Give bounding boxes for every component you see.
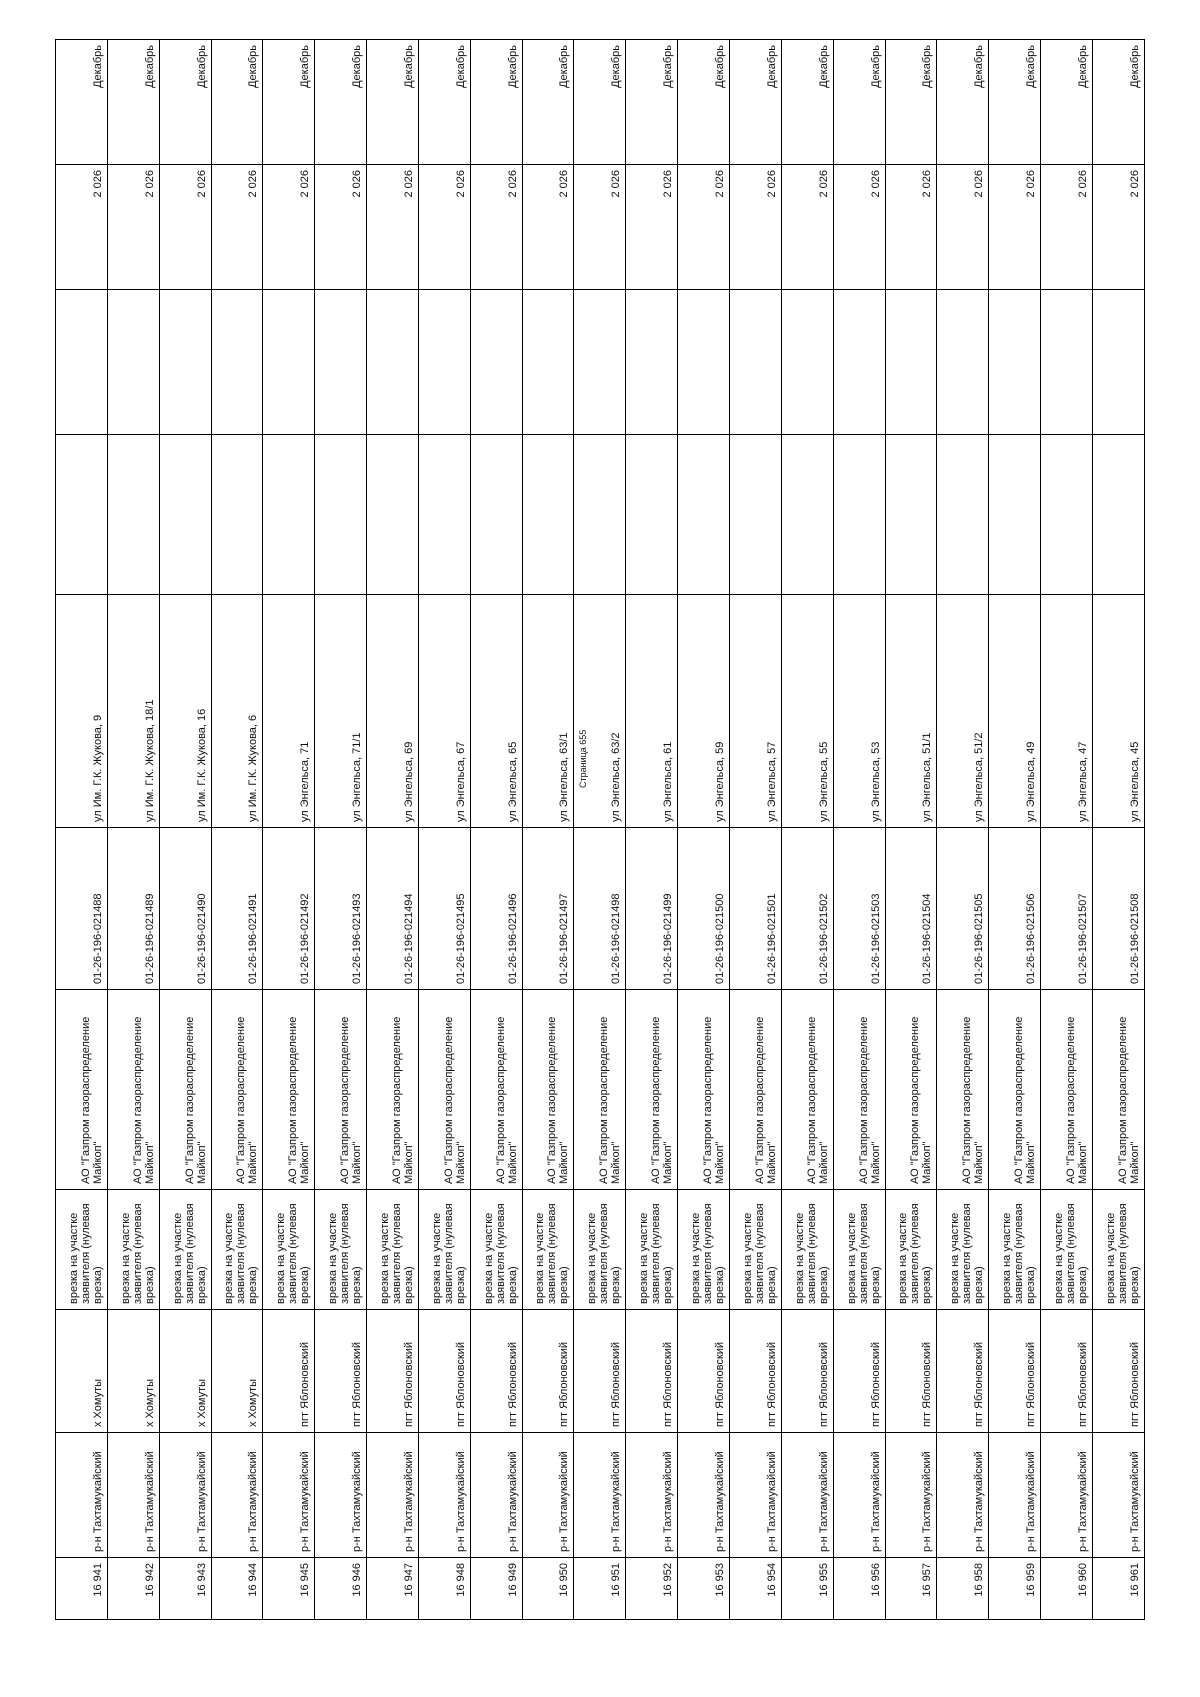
table-row: [781, 40, 833, 1620]
address-cell: ул Энгельса, 51/2: [937, 595, 989, 828]
work-type-cell: врезка на участке заявителя (нулевая врезка): [418, 1190, 470, 1310]
object-code-cell: 01-26-196-021493: [315, 828, 367, 990]
address-cell: ул Им. Г.К. Жукова, 18/1: [107, 595, 159, 828]
address-cell: ул Энгельса, 53: [833, 595, 885, 828]
work-type-cell: врезка на участке заявителя (нулевая врезка): [989, 1190, 1041, 1310]
row-number: 16 955: [781, 1558, 833, 1620]
locality-cell: пгт Яблоновский: [574, 1310, 626, 1433]
row-number: 16 947: [367, 1558, 419, 1620]
table-row: [937, 40, 989, 1620]
object-code-cell: 01-26-196-021490: [159, 828, 211, 990]
organization-cell: АО "Газпром газораспределение Майкоп": [678, 990, 730, 1190]
object-code-cell: 01-26-196-021501: [729, 828, 781, 990]
organization-cell: АО "Газпром газораспределение Майкоп": [1041, 990, 1093, 1190]
work-type-cell: врезка на участке заявителя (нулевая врезка): [1092, 1190, 1144, 1310]
district-cell: р-н Тахтамукайский: [781, 1433, 833, 1558]
register-table: [55, 39, 1145, 1620]
object-code-cell: 01-26-196-021488: [56, 828, 108, 990]
locality-cell: пгт Яблоновский: [833, 1310, 885, 1433]
table-row: [418, 40, 470, 1620]
table-row: [315, 40, 367, 1620]
address-cell: ул Энгельса, 71/1: [315, 595, 367, 828]
district-cell: р-н Тахтамукайский: [1041, 1433, 1093, 1558]
empty-cell: [781, 290, 833, 435]
row-number: 16 945: [263, 1558, 315, 1620]
empty-cell: [989, 435, 1041, 595]
row-number: 16 956: [833, 1558, 885, 1620]
locality-cell: пгт Яблоновский: [678, 1310, 730, 1433]
empty-cell: [885, 435, 937, 595]
locality-cell: пгт Яблоновский: [989, 1310, 1041, 1433]
address-cell: ул Энгельса, 47: [1041, 595, 1093, 828]
work-type-cell: врезка на участке заявителя (нулевая врезка): [263, 1190, 315, 1310]
empty-cell: [418, 435, 470, 595]
row-number: 16 960: [1041, 1558, 1093, 1620]
object-code-cell: 01-26-196-021496: [470, 828, 522, 990]
object-code-cell: 01-26-196-021508: [1092, 828, 1144, 990]
year-cell: 2 026: [574, 165, 626, 290]
empty-cell: [367, 435, 419, 595]
object-code-cell: 01-26-196-021491: [211, 828, 263, 990]
locality-cell: х Хомуты: [107, 1310, 159, 1433]
year-cell: 2 026: [885, 165, 937, 290]
district-cell: р-н Тахтамукайский: [937, 1433, 989, 1558]
year-cell: 2 026: [159, 165, 211, 290]
object-code-cell: 01-26-196-021498: [574, 828, 626, 990]
work-type-cell: врезка на участке заявителя (нулевая врезка): [470, 1190, 522, 1310]
district-cell: р-н Тахтамукайский: [626, 1433, 678, 1558]
district-cell: р-н Тахтамукайский: [729, 1433, 781, 1558]
organization-cell: АО "Газпром газораспределение Майкоп": [315, 990, 367, 1190]
district-cell: р-н Тахтамукайский: [470, 1433, 522, 1558]
locality-cell: пгт Яблоновский: [470, 1310, 522, 1433]
district-cell: р-н Тахтамукайский: [263, 1433, 315, 1558]
empty-cell: [263, 290, 315, 435]
empty-cell: [470, 435, 522, 595]
address-cell: ул Энгельса, 69: [367, 595, 419, 828]
empty-cell: [522, 435, 574, 595]
work-type-cell: врезка на участке заявителя (нулевая врезка): [781, 1190, 833, 1310]
year-cell: 2 026: [1041, 165, 1093, 290]
empty-cell: [56, 290, 108, 435]
year-cell: 2 026: [211, 165, 263, 290]
organization-cell: АО "Газпром газораспределение Майкоп": [263, 990, 315, 1190]
district-cell: р-н Тахтамукайский: [989, 1433, 1041, 1558]
address-cell: ул Энгельса, 49: [989, 595, 1041, 828]
locality-cell: пгт Яблоновский: [781, 1310, 833, 1433]
district-cell: р-н Тахтамукайский: [367, 1433, 419, 1558]
district-cell: р-н Тахтамукайский: [159, 1433, 211, 1558]
table-row: [1092, 40, 1144, 1620]
locality-cell: пгт Яблоновский: [626, 1310, 678, 1433]
work-type-cell: врезка на участке заявителя (нулевая врезка): [211, 1190, 263, 1310]
empty-cell: [159, 435, 211, 595]
table-row: [159, 40, 211, 1620]
address-cell: ул Энгельса, 57: [729, 595, 781, 828]
month-cell: Декабрь: [989, 40, 1041, 165]
year-cell: 2 026: [56, 165, 108, 290]
table-row: [729, 40, 781, 1620]
row-number: 16 951: [574, 1558, 626, 1620]
empty-cell: [989, 290, 1041, 435]
empty-cell: [729, 290, 781, 435]
month-cell: Декабрь: [367, 40, 419, 165]
year-cell: 2 026: [678, 165, 730, 290]
row-number: 16 959: [989, 1558, 1041, 1620]
month-cell: Декабрь: [781, 40, 833, 165]
work-type-cell: врезка на участке заявителя (нулевая врезка): [1041, 1190, 1093, 1310]
address-cell: ул Энгельса, 51/1: [885, 595, 937, 828]
year-cell: 2 026: [729, 165, 781, 290]
empty-cell: [107, 290, 159, 435]
empty-cell: [1092, 290, 1144, 435]
address-cell: ул Им. Г.К. Жукова, 6: [211, 595, 263, 828]
rotated-page: [55, 40, 1145, 1620]
locality-cell: х Хомуты: [56, 1310, 108, 1433]
address-cell: ул Энгельса, 71: [263, 595, 315, 828]
object-code-cell: 01-26-196-021502: [781, 828, 833, 990]
month-cell: Декабрь: [211, 40, 263, 165]
month-cell: Декабрь: [885, 40, 937, 165]
table-row: [470, 40, 522, 1620]
table-row: [989, 40, 1041, 1620]
month-cell: Декабрь: [263, 40, 315, 165]
empty-cell: [315, 290, 367, 435]
row-number: 16 941: [56, 1558, 108, 1620]
empty-cell: [1041, 290, 1093, 435]
district-cell: р-н Тахтамукайский: [56, 1433, 108, 1558]
table-row: [263, 40, 315, 1620]
work-type-cell: врезка на участке заявителя (нулевая врезка): [678, 1190, 730, 1310]
month-cell: Декабрь: [937, 40, 989, 165]
locality-cell: пгт Яблоновский: [937, 1310, 989, 1433]
empty-cell: [211, 290, 263, 435]
row-number: 16 958: [937, 1558, 989, 1620]
object-code-cell: 01-26-196-021489: [107, 828, 159, 990]
month-cell: Декабрь: [159, 40, 211, 165]
table-row: [678, 40, 730, 1620]
organization-cell: АО "Газпром газораспределение Майкоп": [56, 990, 108, 1190]
locality-cell: х Хомуты: [159, 1310, 211, 1433]
address-cell: ул Энгельса, 63/2: [574, 595, 626, 828]
organization-cell: АО "Газпром газораспределение Майкоп": [626, 990, 678, 1190]
address-cell: ул Энгельса, 59: [678, 595, 730, 828]
district-cell: р-н Тахтамукайский: [885, 1433, 937, 1558]
table-body: [56, 40, 1145, 1620]
month-cell: Декабрь: [678, 40, 730, 165]
locality-cell: пгт Яблоновский: [885, 1310, 937, 1433]
empty-cell: [729, 435, 781, 595]
month-cell: Декабрь: [418, 40, 470, 165]
organization-cell: АО "Газпром газораспределение Майкоп": [937, 990, 989, 1190]
district-cell: р-н Тахтамукайский: [574, 1433, 626, 1558]
address-cell: ул Энгельса, 67: [418, 595, 470, 828]
work-type-cell: врезка на участке заявителя (нулевая врезка): [937, 1190, 989, 1310]
row-number: 16 946: [315, 1558, 367, 1620]
empty-cell: [678, 435, 730, 595]
month-cell: Декабрь: [470, 40, 522, 165]
address-cell: ул Энгельса, 65: [470, 595, 522, 828]
year-cell: 2 026: [626, 165, 678, 290]
work-type-cell: врезка на участке заявителя (нулевая врезка): [626, 1190, 678, 1310]
district-cell: р-н Тахтамукайский: [211, 1433, 263, 1558]
table-row: [1041, 40, 1093, 1620]
row-number: 16 943: [159, 1558, 211, 1620]
month-cell: Декабрь: [574, 40, 626, 165]
organization-cell: АО "Газпром газораспределение Майкоп": [574, 990, 626, 1190]
table-row: [211, 40, 263, 1620]
year-cell: 2 026: [1092, 165, 1144, 290]
empty-cell: [885, 290, 937, 435]
row-number: 16 942: [107, 1558, 159, 1620]
year-cell: 2 026: [470, 165, 522, 290]
empty-cell: [470, 290, 522, 435]
organization-cell: АО "Газпром газораспределение Майкоп": [522, 990, 574, 1190]
object-code-cell: 01-26-196-021505: [937, 828, 989, 990]
empty-cell: [1041, 435, 1093, 595]
table-row: [833, 40, 885, 1620]
year-cell: 2 026: [989, 165, 1041, 290]
empty-cell: [781, 435, 833, 595]
object-code-cell: 01-26-196-021504: [885, 828, 937, 990]
district-cell: р-н Тахтамукайский: [522, 1433, 574, 1558]
row-number: 16 950: [522, 1558, 574, 1620]
empty-cell: [678, 290, 730, 435]
month-cell: Декабрь: [522, 40, 574, 165]
empty-cell: [1092, 435, 1144, 595]
table-row: [522, 40, 574, 1620]
row-number: 16 957: [885, 1558, 937, 1620]
row-number: 16 954: [729, 1558, 781, 1620]
year-cell: 2 026: [833, 165, 885, 290]
month-cell: Декабрь: [107, 40, 159, 165]
object-code-cell: 01-26-196-021495: [418, 828, 470, 990]
organization-cell: АО "Газпром газораспределение Майкоп": [989, 990, 1041, 1190]
row-number: 16 953: [678, 1558, 730, 1620]
organization-cell: АО "Газпром газораспределение Майкоп": [418, 990, 470, 1190]
work-type-cell: врезка на участке заявителя (нулевая врезка): [522, 1190, 574, 1310]
empty-cell: [574, 290, 626, 435]
work-type-cell: врезка на участке заявителя (нулевая врезка): [315, 1190, 367, 1310]
empty-cell: [107, 435, 159, 595]
locality-cell: пгт Яблоновский: [729, 1310, 781, 1433]
address-cell: ул Им. Г.К. Жукова, 16: [159, 595, 211, 828]
locality-cell: пгт Яблоновский: [522, 1310, 574, 1433]
locality-cell: пгт Яблоновский: [367, 1310, 419, 1433]
month-cell: Декабрь: [626, 40, 678, 165]
table-row: [56, 40, 108, 1620]
locality-cell: пгт Яблоновский: [1092, 1310, 1144, 1433]
year-cell: 2 026: [263, 165, 315, 290]
organization-cell: АО "Газпром газораспределение Майкоп": [107, 990, 159, 1190]
address-cell: ул Им. Г.К. Жукова, 9: [56, 595, 108, 828]
address-cell: ул Энгельса, 55: [781, 595, 833, 828]
year-cell: 2 026: [418, 165, 470, 290]
organization-cell: АО "Газпром газораспределение Майкоп": [211, 990, 263, 1190]
empty-cell: [937, 290, 989, 435]
empty-cell: [937, 435, 989, 595]
district-cell: р-н Тахтамукайский: [418, 1433, 470, 1558]
locality-cell: пгт Яблоновский: [315, 1310, 367, 1433]
work-type-cell: врезка на участке заявителя (нулевая врезка): [56, 1190, 108, 1310]
object-code-cell: 01-26-196-021494: [367, 828, 419, 990]
district-cell: р-н Тахтамукайский: [315, 1433, 367, 1558]
empty-cell: [522, 290, 574, 435]
year-cell: 2 026: [522, 165, 574, 290]
empty-cell: [159, 290, 211, 435]
organization-cell: АО "Газпром газораспределение Майкоп": [159, 990, 211, 1190]
address-cell: ул Энгельса, 63/1: [522, 595, 574, 828]
page-number: Страница 655: [578, 729, 588, 788]
district-cell: р-н Тахтамукайский: [1092, 1433, 1144, 1558]
locality-cell: пгт Яблоновский: [1041, 1310, 1093, 1433]
row-number: 16 952: [626, 1558, 678, 1620]
organization-cell: АО "Газпром газораспределение Майкоп": [833, 990, 885, 1190]
object-code-cell: 01-26-196-021500: [678, 828, 730, 990]
locality-cell: пгт Яблоновский: [263, 1310, 315, 1433]
table-row: [885, 40, 937, 1620]
work-type-cell: врезка на участке заявителя (нулевая врезка): [729, 1190, 781, 1310]
object-code-cell: 01-26-196-021506: [989, 828, 1041, 990]
year-cell: 2 026: [367, 165, 419, 290]
row-number: 16 948: [418, 1558, 470, 1620]
row-number: 16 961: [1092, 1558, 1144, 1620]
object-code-cell: 01-26-196-021503: [833, 828, 885, 990]
year-cell: 2 026: [937, 165, 989, 290]
work-type-cell: врезка на участке заявителя (нулевая врезка): [885, 1190, 937, 1310]
year-cell: 2 026: [781, 165, 833, 290]
table-row: [626, 40, 678, 1620]
object-code-cell: 01-26-196-021507: [1041, 828, 1093, 990]
month-cell: Декабрь: [1092, 40, 1144, 165]
work-type-cell: врезка на участке заявителя (нулевая врезка): [574, 1190, 626, 1310]
empty-cell: [418, 290, 470, 435]
district-cell: р-н Тахтамукайский: [107, 1433, 159, 1558]
organization-cell: АО "Газпром газораспределение Майкоп": [1092, 990, 1144, 1190]
organization-cell: АО "Газпром газораспределение Майкоп": [885, 990, 937, 1190]
month-cell: Декабрь: [56, 40, 108, 165]
work-type-cell: врезка на участке заявителя (нулевая врезка): [833, 1190, 885, 1310]
empty-cell: [367, 290, 419, 435]
empty-cell: [626, 435, 678, 595]
empty-cell: [833, 290, 885, 435]
empty-cell: [833, 435, 885, 595]
empty-cell: [315, 435, 367, 595]
empty-cell: [56, 435, 108, 595]
empty-cell: [211, 435, 263, 595]
year-cell: 2 026: [107, 165, 159, 290]
row-number: 16 944: [211, 1558, 263, 1620]
work-type-cell: врезка на участке заявителя (нулевая врезка): [367, 1190, 419, 1310]
object-code-cell: 01-26-196-021497: [522, 828, 574, 990]
organization-cell: АО "Газпром газораспределение Майкоп": [729, 990, 781, 1190]
table-row: [107, 40, 159, 1620]
organization-cell: АО "Газпром газораспределение Майкоп": [367, 990, 419, 1190]
year-cell: 2 026: [315, 165, 367, 290]
locality-cell: х Хомуты: [211, 1310, 263, 1433]
month-cell: Декабрь: [315, 40, 367, 165]
month-cell: Декабрь: [833, 40, 885, 165]
table-row: [574, 40, 626, 1620]
object-code-cell: 01-26-196-021492: [263, 828, 315, 990]
district-cell: р-н Тахтамукайский: [833, 1433, 885, 1558]
organization-cell: АО "Газпром газораспределение Майкоп": [470, 990, 522, 1190]
table-row: [367, 40, 419, 1620]
district-cell: р-н Тахтамукайский: [678, 1433, 730, 1558]
organization-cell: АО "Газпром газораспределение Майкоп": [781, 990, 833, 1190]
address-cell: ул Энгельса, 61: [626, 595, 678, 828]
empty-cell: [263, 435, 315, 595]
row-number: 16 949: [470, 1558, 522, 1620]
month-cell: Декабрь: [729, 40, 781, 165]
month-cell: Декабрь: [1041, 40, 1093, 165]
work-type-cell: врезка на участке заявителя (нулевая врезка): [159, 1190, 211, 1310]
object-code-cell: 01-26-196-021499: [626, 828, 678, 990]
locality-cell: пгт Яблоновский: [418, 1310, 470, 1433]
empty-cell: [574, 435, 626, 595]
empty-cell: [626, 290, 678, 435]
address-cell: ул Энгельса, 45: [1092, 595, 1144, 828]
work-type-cell: врезка на участке заявителя (нулевая врезка): [107, 1190, 159, 1310]
